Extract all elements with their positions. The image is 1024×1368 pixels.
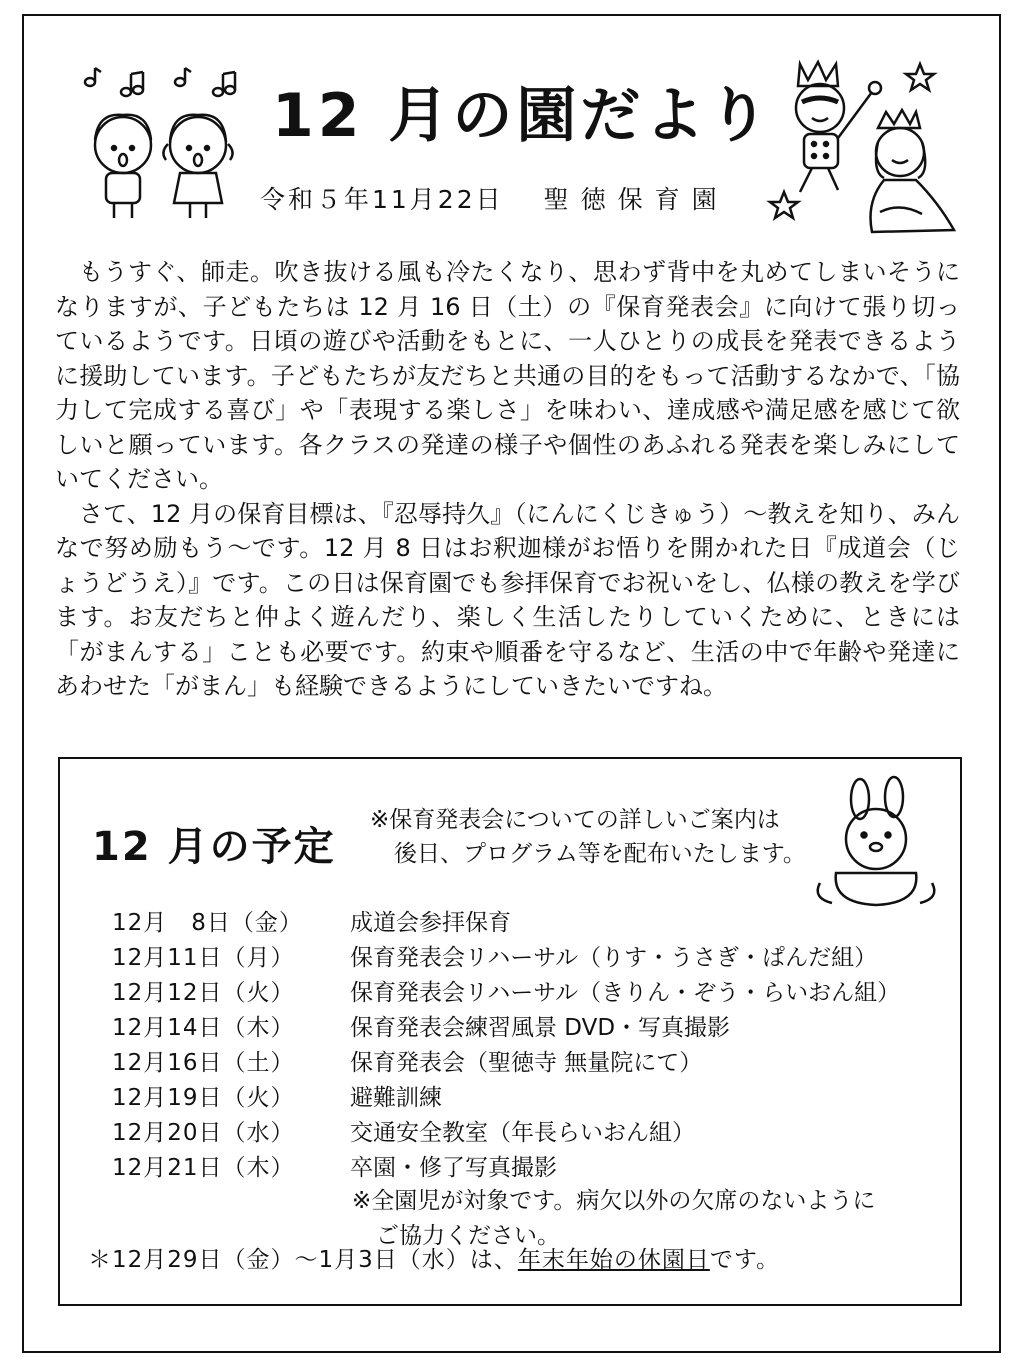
event-date: 12月20日（水） <box>112 1120 295 1146</box>
event-date: 12月19日（火） <box>112 1085 295 1111</box>
music-note-icon <box>175 68 191 86</box>
date-line <box>260 180 729 216</box>
event-name: 卒園・修了写真撮影 <box>350 1155 557 1181</box>
footnote-line: ご協力ください。 <box>376 1223 560 1249</box>
schedule-note-line: ※保育発表会についての詳しいご案内は <box>370 807 780 833</box>
holiday-dates: ＊12月29日（金）～1月3日（水）は、 <box>88 1247 518 1273</box>
schedule-title: 12 月の予定 <box>92 824 336 870</box>
event-date: 12月 8日（金） <box>112 910 303 936</box>
holiday-notice <box>88 1241 780 1274</box>
event-name: 保育発表会リハーサル（きりん・ぞう・らいおん組） <box>350 980 901 1006</box>
event-name: 成道会参拝保育 <box>350 910 511 936</box>
holiday-label: 年末年始の休園日 <box>517 1247 710 1273</box>
event-date: 12月21日（木） <box>112 1155 295 1181</box>
body-paragraph: さて、12 月の保育目標は、『忍辱持久』（にんにくじきゅう）～教えを知り、みんなで努め励もう～です。12 月 8 日はお釈迦様がお悟りを開かれた日『成道会（じょうどうえ）』です。この日は保育園でも参拝保育でお祝いをし、仏様の教えを学びます。お友だちと仲よく遊んだり、楽しく生活したりしていくために、ときには「がまんする」ことも必要です。約束や順番を守るなど、生活の中で年齢や発達にあわせた「がまん」も経験できるようにしていきたいですね。 <box>55 499 960 700</box>
schedule-row <box>112 1044 900 1079</box>
schedule-row <box>112 1079 900 1114</box>
schedule-box <box>58 757 962 1306</box>
footnote-line: ※全園児が対象です。病欠以外の欠席のないように <box>352 1188 876 1214</box>
body-paragraph: もうすぐ、師走。吹き抜ける風も冷たくなり、思わず背中を丸めてしまいそうになりますが、子どもたちは 12 月 16 日（土）の『保育発表会』に向けて張り切っているようです。日頃の遊びや活動をもとに、一人ひとりの成長を発表できるように援助しています。子どもたちが友だちと共通の目的をもって活動するなかで、「協力して完成する喜び」や「表現する楽しさ」を味わい、達成感や満足感を感じて欲しいと願っています。各クラスの発達の様子や個性のあふれる発表を楽しみにしていてください。 <box>55 258 960 493</box>
schedule-row <box>112 904 900 939</box>
schedule-note <box>370 803 806 871</box>
music-note-icon <box>213 72 235 96</box>
page-title: 12 月の園だより <box>272 81 773 151</box>
prince-princess-illustration <box>762 52 967 237</box>
organization-name: 聖徳保育園 <box>543 185 729 214</box>
schedule-row <box>112 1149 900 1184</box>
holiday-suffix: です。 <box>709 1247 780 1273</box>
event-name: 保育発表会リハーサル（りす・うさぎ・ぱんだ組） <box>350 945 878 971</box>
schedule-list <box>112 904 900 1184</box>
schedule-row <box>112 1114 900 1149</box>
rabbit-illustration <box>812 773 942 913</box>
event-date: 12月14日（木） <box>112 1015 295 1041</box>
schedule-row <box>112 939 900 974</box>
event-date: 12月12日（火） <box>112 980 295 1006</box>
schedule-note-line: 後日、プログラム等を配布いたします。 <box>394 841 806 867</box>
singing-children-illustration <box>68 60 268 230</box>
event-name: 交通安全教室（年長らいおん組） <box>350 1120 695 1146</box>
music-note-icon <box>121 72 143 96</box>
star-icon <box>770 192 798 218</box>
issue-date: 令和５年11月22日 <box>260 185 504 214</box>
schedule-row <box>112 1009 900 1044</box>
event-name: 保育発表会（聖徳寺 無量院にて） <box>350 1050 703 1076</box>
event-name: 避難訓練 <box>350 1085 442 1111</box>
schedule-row <box>112 974 900 1009</box>
music-note-icon <box>85 68 101 86</box>
event-date: 12月16日（土） <box>112 1050 295 1076</box>
newsletter-body <box>55 255 960 704</box>
event-name: 保育発表会練習風景 DVD・写真撮影 <box>350 1015 731 1041</box>
event-date: 12月11日（月） <box>112 945 295 971</box>
star-icon <box>906 64 934 90</box>
